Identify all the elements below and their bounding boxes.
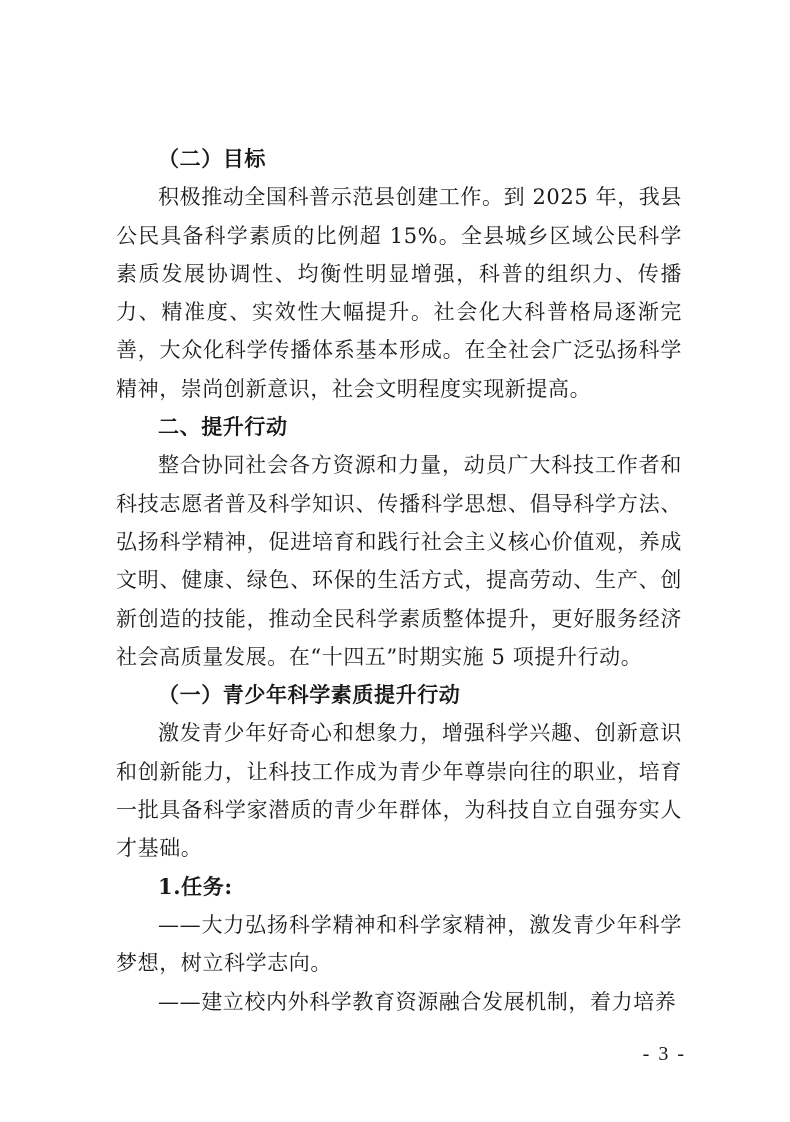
task-item-2: ——建立校内外科学教育资源融合发展机制，着力培养 (158, 989, 677, 1014)
heading-tasks: 1.任务: (158, 873, 233, 899)
document-body (116, 140, 682, 1021)
heading-goal: （二）目标 (158, 147, 266, 171)
heading-youth-action: （一）青少年科学素质提升行动 (158, 683, 461, 708)
page-number: - 3 - (642, 1043, 686, 1065)
task-item-1: ——大力弘扬科学精神和科学家精神，激发青少年科学梦想，树立科学志向。 (116, 912, 682, 976)
paragraph-actions: 整合协同社会各方资源和力量，动员广大科技工作者和科技志愿者普及科学知识、传播科学思想、倡导科学方法、弘扬科学精神，促进培育和践行社会主义核心价值观，养成文明、健康、绿色、环保的生活方式，提高劳动、生产、创新创造的技能，推动全民科学素质整体提升，更好服务经济社会高质量发展。在“十四五”时期实施 5 项提升行动。 (116, 453, 682, 669)
paragraph-youth-action: 激发青少年好奇心和想象力，增强科学兴趣、创新意识和创新能力，让科技工作成为青少年尊崇向往的职业，培育一批具备科学家潜质的青少年群体，为科技自立自强夯实人才基础。 (116, 721, 682, 861)
heading-actions: 二、提升行动 (158, 415, 288, 440)
paragraph-goal: 积极推动全国科普示范县创建工作。到 2025 年，我县公民具备科学素质的比例超 15%。全县城乡区域公民科学素质发展协调性、均衡性明显增强，科普的组织力、传播力、精准度、实效性大幅提升。社会化大科普格局逐渐完善，大众化科学传播体系基本形成。在全社会广泛弘扬科学精神，崇尚创新意识，社会文明程度实现新提高。 (116, 185, 682, 401)
